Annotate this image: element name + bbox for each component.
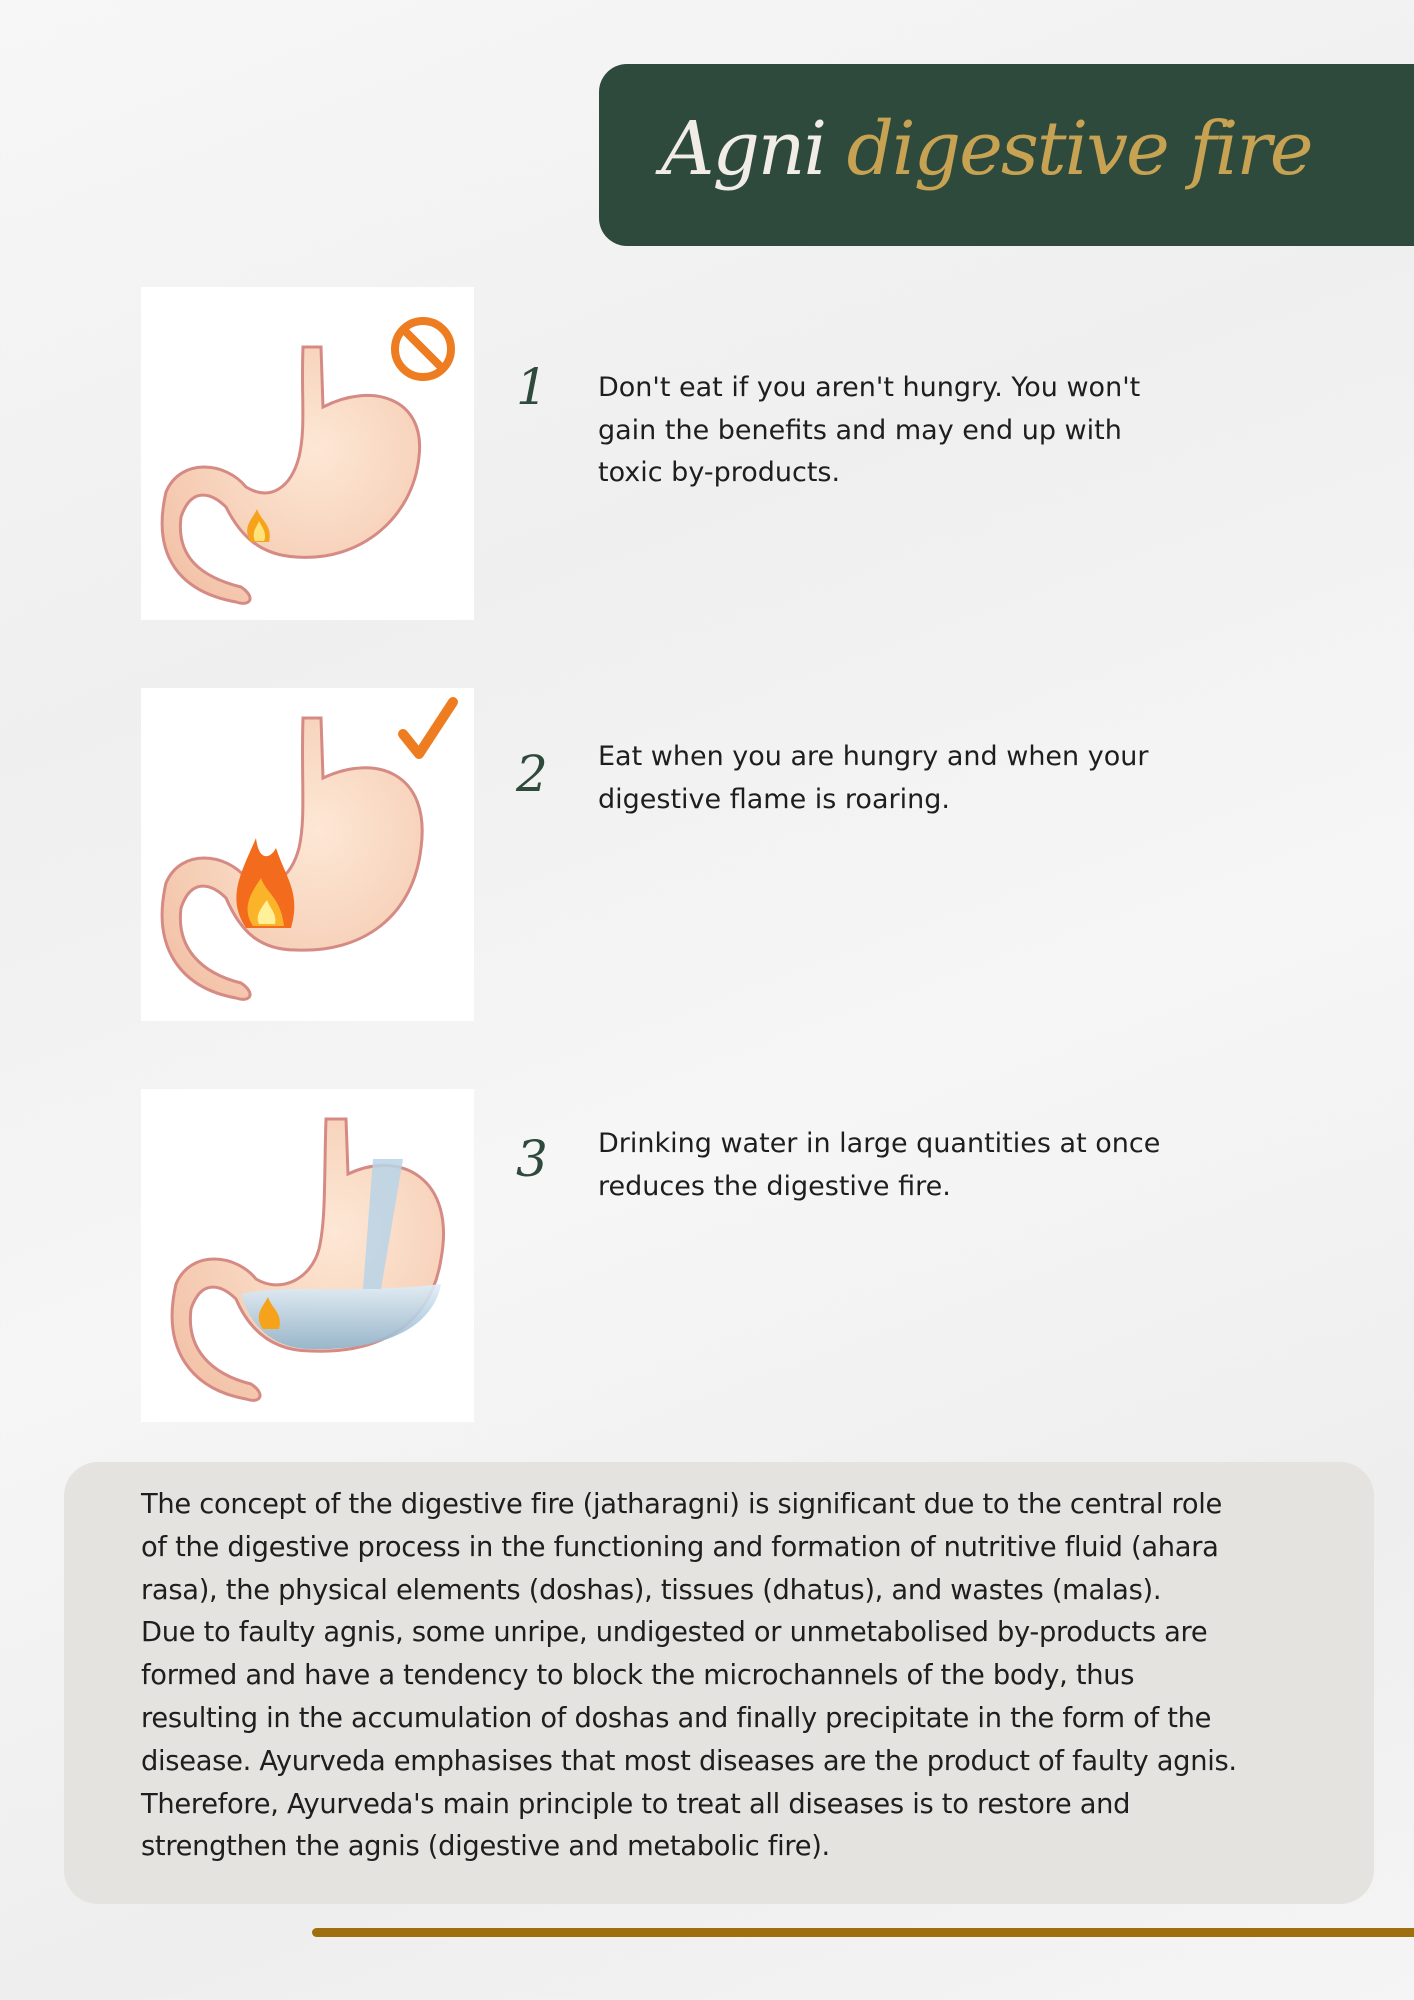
info-line: Due to faulty agnis, some unripe, undigested or unmetabolised by-products are (141, 1617, 1208, 1649)
info-paragraph (141, 1484, 1237, 1869)
step-text (598, 367, 1238, 495)
info-box (64, 1462, 1374, 1904)
info-line: The concept of the digestive fire (jatharagni) is significant due to the central role (141, 1489, 1223, 1520)
stomach-icon (172, 1119, 443, 1400)
info-line: Therefore, Ayurveda's main principle to treat all diseases is to restore and (141, 1788, 1131, 1820)
stomach-icon (162, 718, 422, 999)
title-digestive-fire: digestive fire (846, 106, 1312, 192)
step-text-line: digestive flame is roaring. (598, 783, 950, 815)
step-text-line: Drinking water in large quantities at once (598, 1128, 1161, 1159)
step-text-line: Don't eat if you aren't hungry. You won't (598, 372, 1141, 403)
info-line: resulting in the accumulation of doshas and finally precipitate in the form of the (141, 1702, 1212, 1734)
title-banner (599, 64, 1414, 246)
large-flame-icon (236, 838, 294, 928)
info-line: rasa), the physical elements (doshas), tissues (dhatus), and wastes (malas). (141, 1574, 1162, 1606)
step-text-line: Eat when you are hungry and when your (598, 741, 1149, 772)
step-text (598, 1123, 1238, 1208)
title-agni: Agni (661, 106, 826, 192)
stomach-small-fire-image (141, 287, 474, 620)
info-line: of the digestive process in the functioning and formation of nutritive fluid (ahara (141, 1531, 1219, 1563)
stomach-water-image (141, 1089, 474, 1422)
step-number: 2 (516, 745, 548, 803)
step-text-line: gain the benefits and may end up with (598, 414, 1122, 446)
info-line: formed and have a tendency to block the microchannels of the body, thus (141, 1660, 1135, 1692)
prohibited-icon (395, 321, 451, 377)
step-text-line: toxic by-products. (598, 457, 841, 488)
step-number: 3 (516, 1130, 548, 1188)
step-text-line: reduces the digestive fire. (598, 1170, 951, 1202)
footer-divider (312, 1928, 1414, 1937)
info-line: disease. Ayurveda emphasises that most diseases are the product of faulty agnis. (141, 1745, 1237, 1777)
checkmark-icon (403, 702, 453, 754)
step-number: 1 (516, 358, 548, 416)
info-line: strengthen the agnis (digestive and metabolic fire). (141, 1831, 830, 1863)
stomach-big-fire-image (141, 688, 474, 1021)
stomach-icon (162, 347, 419, 603)
page-title (661, 106, 1312, 192)
step-text (598, 736, 1238, 821)
